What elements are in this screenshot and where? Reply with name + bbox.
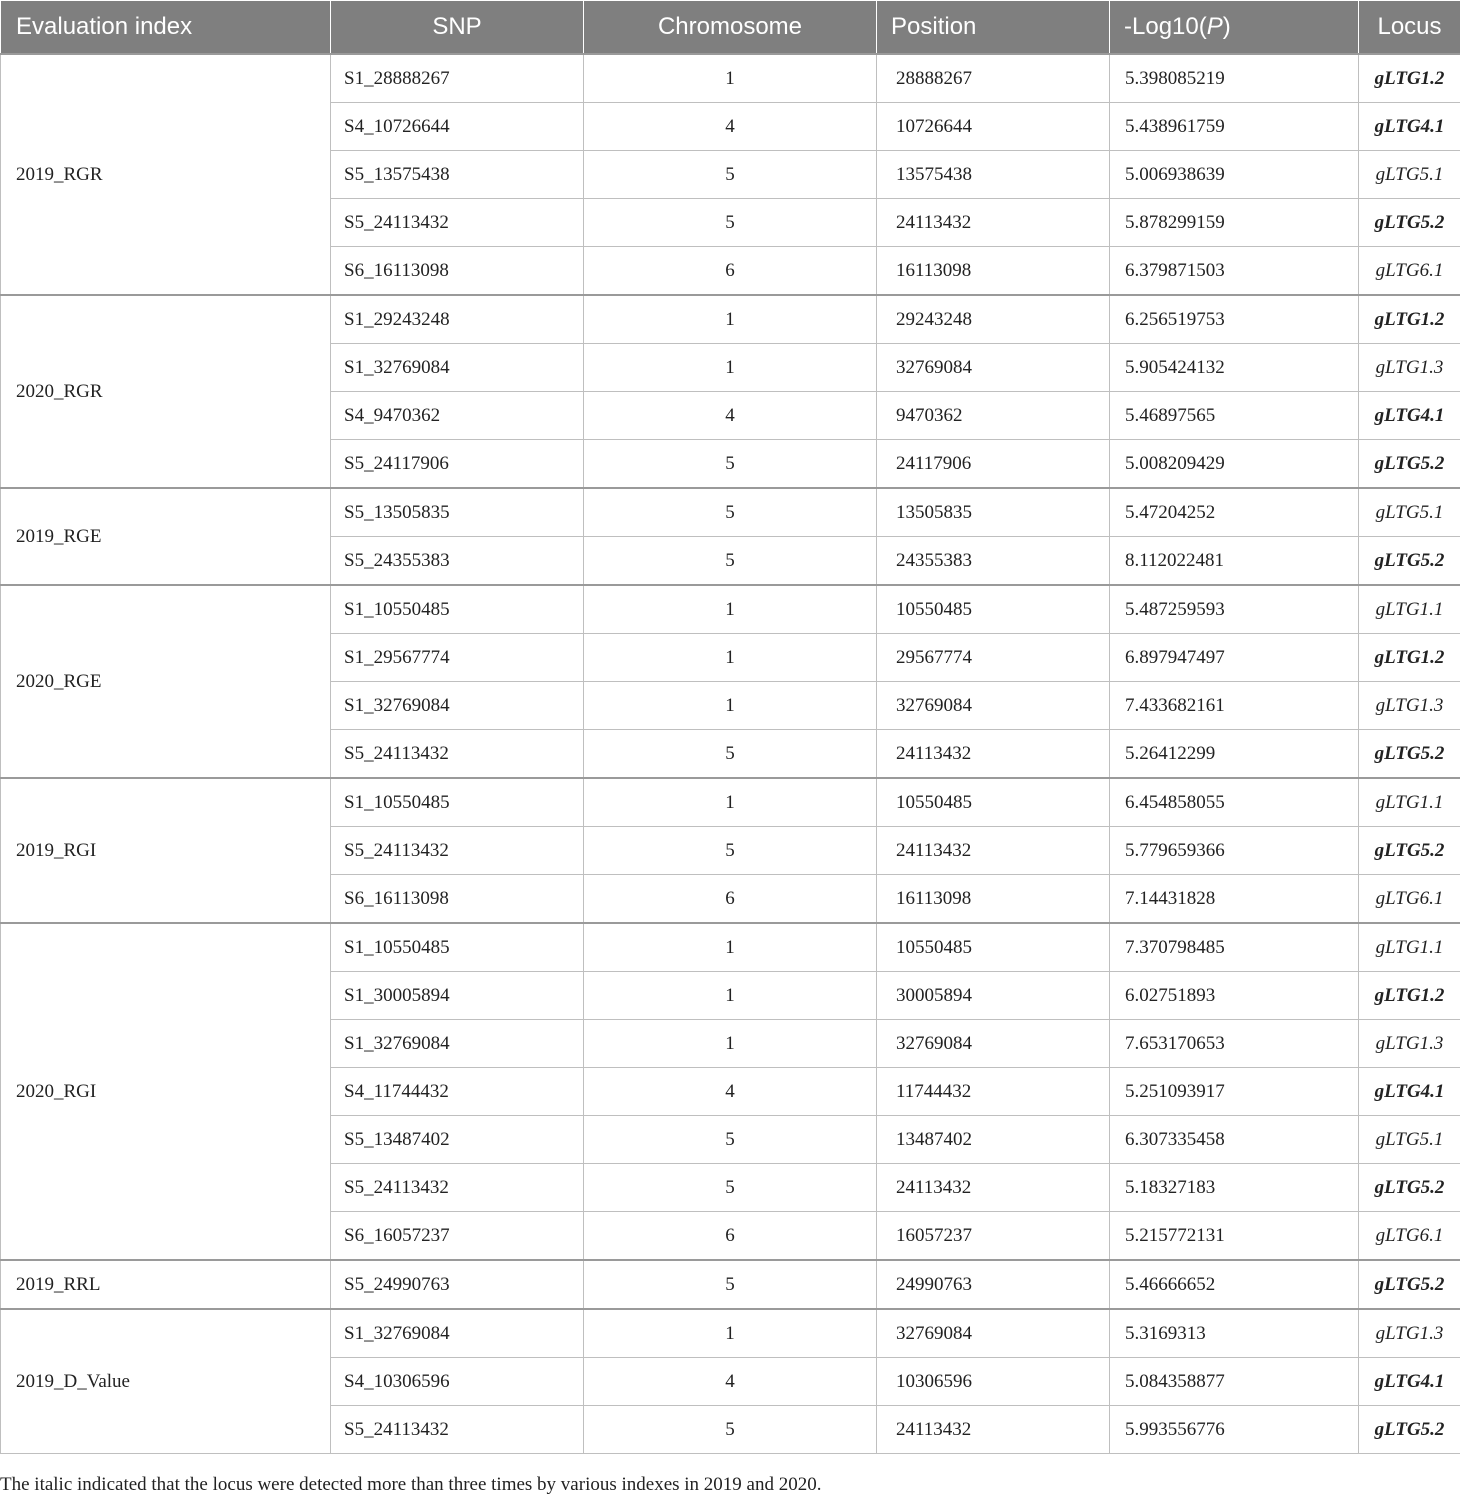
snp-cell: S6_16057237 bbox=[331, 1212, 584, 1261]
chromosome-cell: 5 bbox=[584, 537, 877, 586]
log10p-cell: 5.779659366 bbox=[1110, 827, 1359, 875]
chromosome-cell: 1 bbox=[584, 923, 877, 972]
chromosome-cell: 6 bbox=[584, 247, 877, 296]
chromosome-cell: 5 bbox=[584, 1116, 877, 1164]
snp-cell: S1_30005894 bbox=[331, 972, 584, 1020]
evaluation-index-cell: 2019_RRL bbox=[1, 1260, 331, 1309]
locus-cell: gLTG5.2 bbox=[1359, 1164, 1460, 1212]
snp-cell: S1_32769084 bbox=[331, 682, 584, 730]
chromosome-cell: 5 bbox=[584, 1406, 877, 1454]
header-log10p-prefix: -Log10( bbox=[1124, 13, 1207, 40]
table-row bbox=[1, 1260, 1460, 1309]
locus-cell: gLTG5.2 bbox=[1359, 827, 1460, 875]
position-cell: 29243248 bbox=[877, 295, 1110, 344]
log10p-cell: 5.993556776 bbox=[1110, 1406, 1359, 1454]
position-cell: 24113432 bbox=[877, 1406, 1110, 1454]
log10p-cell: 5.215772131 bbox=[1110, 1212, 1359, 1261]
locus-cell: gLTG1.2 bbox=[1359, 634, 1460, 682]
evaluation-index-cell: 2019_RGI bbox=[1, 778, 331, 923]
locus-cell: gLTG1.3 bbox=[1359, 682, 1460, 730]
table-row bbox=[1, 585, 1460, 634]
log10p-cell: 6.256519753 bbox=[1110, 295, 1359, 344]
header-snp: SNP bbox=[331, 1, 584, 55]
locus-cell: gLTG6.1 bbox=[1359, 1212, 1460, 1261]
evaluation-index-cell: 2019_D_Value bbox=[1, 1309, 331, 1454]
position-cell: 24113432 bbox=[877, 199, 1110, 247]
snp-cell: S5_24113432 bbox=[331, 199, 584, 247]
locus-cell: gLTG5.2 bbox=[1359, 537, 1460, 586]
snp-cell: S5_24355383 bbox=[331, 537, 584, 586]
log10p-cell: 5.905424132 bbox=[1110, 344, 1359, 392]
position-cell: 13575438 bbox=[877, 151, 1110, 199]
evaluation-index-cell: 2019_RGE bbox=[1, 488, 331, 585]
chromosome-cell: 4 bbox=[584, 1358, 877, 1406]
position-cell: 16113098 bbox=[877, 247, 1110, 296]
log10p-cell: 5.487259593 bbox=[1110, 585, 1359, 634]
log10p-cell: 5.46666652 bbox=[1110, 1260, 1359, 1309]
snp-cell: S5_24113432 bbox=[331, 730, 584, 779]
evaluation-index-cell: 2019_RGR bbox=[1, 54, 331, 295]
chromosome-cell: 4 bbox=[584, 103, 877, 151]
header-chromosome: Chromosome bbox=[584, 1, 877, 55]
log10p-cell: 5.46897565 bbox=[1110, 392, 1359, 440]
log10p-cell: 5.878299159 bbox=[1110, 199, 1359, 247]
locus-cell: gLTG4.1 bbox=[1359, 103, 1460, 151]
table-row bbox=[1, 488, 1460, 537]
snp-cell: S4_9470362 bbox=[331, 392, 584, 440]
locus-cell: gLTG5.2 bbox=[1359, 199, 1460, 247]
log10p-cell: 5.006938639 bbox=[1110, 151, 1359, 199]
locus-cell: gLTG5.2 bbox=[1359, 440, 1460, 489]
position-cell: 10726644 bbox=[877, 103, 1110, 151]
position-cell: 32769084 bbox=[877, 1020, 1110, 1068]
chromosome-cell: 1 bbox=[584, 634, 877, 682]
log10p-cell: 7.433682161 bbox=[1110, 682, 1359, 730]
snp-cell: S1_32769084 bbox=[331, 344, 584, 392]
snp-cell: S5_13505835 bbox=[331, 488, 584, 537]
locus-cell: gLTG1.1 bbox=[1359, 923, 1460, 972]
header-log10p-p: P bbox=[1206, 13, 1223, 40]
log10p-cell: 5.398085219 bbox=[1110, 54, 1359, 103]
snp-cell: S4_10306596 bbox=[331, 1358, 584, 1406]
chromosome-cell: 1 bbox=[584, 344, 877, 392]
locus-cell: gLTG5.2 bbox=[1359, 730, 1460, 779]
locus-cell: gLTG5.2 bbox=[1359, 1406, 1460, 1454]
chromosome-cell: 1 bbox=[584, 972, 877, 1020]
snp-cell: S1_32769084 bbox=[331, 1020, 584, 1068]
log10p-cell: 5.008209429 bbox=[1110, 440, 1359, 489]
log10p-cell: 5.251093917 bbox=[1110, 1068, 1359, 1116]
locus-cell: gLTG4.1 bbox=[1359, 392, 1460, 440]
snp-cell: S5_24117906 bbox=[331, 440, 584, 489]
chromosome-cell: 4 bbox=[584, 392, 877, 440]
position-cell: 24117906 bbox=[877, 440, 1110, 489]
chromosome-cell: 5 bbox=[584, 488, 877, 537]
position-cell: 32769084 bbox=[877, 682, 1110, 730]
snp-cell: S4_10726644 bbox=[331, 103, 584, 151]
log10p-cell: 6.02751893 bbox=[1110, 972, 1359, 1020]
locus-cell: gLTG5.1 bbox=[1359, 151, 1460, 199]
chromosome-cell: 1 bbox=[584, 295, 877, 344]
position-cell: 24113432 bbox=[877, 1164, 1110, 1212]
locus-cell: gLTG1.3 bbox=[1359, 1020, 1460, 1068]
chromosome-cell: 1 bbox=[584, 778, 877, 827]
table-body bbox=[1, 54, 1460, 1454]
evaluation-index-cell: 2020_RGI bbox=[1, 923, 331, 1260]
position-cell: 32769084 bbox=[877, 1309, 1110, 1358]
snp-cell: S5_13575438 bbox=[331, 151, 584, 199]
evaluation-index-cell: 2020_RGR bbox=[1, 295, 331, 488]
snp-cell: S4_11744432 bbox=[331, 1068, 584, 1116]
position-cell: 29567774 bbox=[877, 634, 1110, 682]
snp-cell: S1_32769084 bbox=[331, 1309, 584, 1358]
position-cell: 10550485 bbox=[877, 923, 1110, 972]
chromosome-cell: 1 bbox=[584, 585, 877, 634]
locus-cell: gLTG6.1 bbox=[1359, 875, 1460, 924]
snp-cell: S6_16113098 bbox=[331, 247, 584, 296]
log10p-cell: 7.370798485 bbox=[1110, 923, 1359, 972]
position-cell: 9470362 bbox=[877, 392, 1110, 440]
position-cell: 30005894 bbox=[877, 972, 1110, 1020]
position-cell: 24355383 bbox=[877, 537, 1110, 586]
position-cell: 28888267 bbox=[877, 54, 1110, 103]
snp-cell: S1_29567774 bbox=[331, 634, 584, 682]
table-row bbox=[1, 1309, 1460, 1358]
snp-cell: S1_10550485 bbox=[331, 585, 584, 634]
log10p-cell: 8.112022481 bbox=[1110, 537, 1359, 586]
table-header bbox=[1, 1, 1460, 55]
locus-cell: gLTG4.1 bbox=[1359, 1358, 1460, 1406]
log10p-cell: 7.653170653 bbox=[1110, 1020, 1359, 1068]
locus-cell: gLTG6.1 bbox=[1359, 247, 1460, 296]
snp-cell: S1_10550485 bbox=[331, 778, 584, 827]
position-cell: 16113098 bbox=[877, 875, 1110, 924]
table-row bbox=[1, 54, 1460, 103]
header-log10p bbox=[1110, 1, 1359, 55]
log10p-cell: 7.14431828 bbox=[1110, 875, 1359, 924]
log10p-cell: 5.3169313 bbox=[1110, 1309, 1359, 1358]
chromosome-cell: 5 bbox=[584, 1260, 877, 1309]
header-evaluation-index: Evaluation index bbox=[1, 1, 331, 55]
log10p-cell: 5.26412299 bbox=[1110, 730, 1359, 779]
locus-cell: gLTG1.3 bbox=[1359, 1309, 1460, 1358]
header-position: Position bbox=[877, 1, 1110, 55]
position-cell: 24113432 bbox=[877, 730, 1110, 779]
snp-cell: S6_16113098 bbox=[331, 875, 584, 924]
locus-cell: gLTG4.1 bbox=[1359, 1068, 1460, 1116]
table-row bbox=[1, 295, 1460, 344]
snp-cell: S1_10550485 bbox=[331, 923, 584, 972]
chromosome-cell: 5 bbox=[584, 199, 877, 247]
chromosome-cell: 5 bbox=[584, 730, 877, 779]
position-cell: 10550485 bbox=[877, 778, 1110, 827]
chromosome-cell: 5 bbox=[584, 827, 877, 875]
chromosome-cell: 6 bbox=[584, 1212, 877, 1261]
chromosome-cell: 5 bbox=[584, 440, 877, 489]
locus-cell: gLTG1.2 bbox=[1359, 54, 1460, 103]
snp-cell: S1_29243248 bbox=[331, 295, 584, 344]
snp-cell: S5_24113432 bbox=[331, 1164, 584, 1212]
position-cell: 13505835 bbox=[877, 488, 1110, 537]
position-cell: 10306596 bbox=[877, 1358, 1110, 1406]
chromosome-cell: 5 bbox=[584, 1164, 877, 1212]
log10p-cell: 5.47204252 bbox=[1110, 488, 1359, 537]
chromosome-cell: 1 bbox=[584, 1020, 877, 1068]
locus-cell: gLTG5.1 bbox=[1359, 488, 1460, 537]
locus-cell: gLTG1.3 bbox=[1359, 344, 1460, 392]
locus-cell: gLTG1.2 bbox=[1359, 295, 1460, 344]
locus-cell: gLTG1.1 bbox=[1359, 585, 1460, 634]
snp-cell: S1_28888267 bbox=[331, 54, 584, 103]
table-row bbox=[1, 778, 1460, 827]
log10p-cell: 5.084358877 bbox=[1110, 1358, 1359, 1406]
header-log10p-suffix: ) bbox=[1222, 13, 1231, 40]
chromosome-cell: 6 bbox=[584, 875, 877, 924]
chromosome-cell: 4 bbox=[584, 1068, 877, 1116]
snp-cell: S5_24113432 bbox=[331, 827, 584, 875]
locus-cell: gLTG1.2 bbox=[1359, 972, 1460, 1020]
position-cell: 13487402 bbox=[877, 1116, 1110, 1164]
locus-cell: gLTG5.1 bbox=[1359, 1116, 1460, 1164]
header-locus: Locus bbox=[1359, 1, 1460, 55]
locus-cell: gLTG5.2 bbox=[1359, 1260, 1460, 1309]
position-cell: 24990763 bbox=[877, 1260, 1110, 1309]
chromosome-cell: 5 bbox=[584, 151, 877, 199]
table-row bbox=[1, 923, 1460, 972]
log10p-cell: 5.18327183 bbox=[1110, 1164, 1359, 1212]
evaluation-index-cell: 2020_RGE bbox=[1, 585, 331, 778]
position-cell: 24113432 bbox=[877, 827, 1110, 875]
position-cell: 16057237 bbox=[877, 1212, 1110, 1261]
log10p-cell: 6.307335458 bbox=[1110, 1116, 1359, 1164]
log10p-cell: 6.454858055 bbox=[1110, 778, 1359, 827]
log10p-cell: 6.897947497 bbox=[1110, 634, 1359, 682]
position-cell: 32769084 bbox=[877, 344, 1110, 392]
position-cell: 10550485 bbox=[877, 585, 1110, 634]
chromosome-cell: 1 bbox=[584, 682, 877, 730]
position-cell: 11744432 bbox=[877, 1068, 1110, 1116]
log10p-cell: 6.379871503 bbox=[1110, 247, 1359, 296]
log10p-cell: 5.438961759 bbox=[1110, 103, 1359, 151]
snp-cell: S5_24113432 bbox=[331, 1406, 584, 1454]
table-footnote: The italic indicated that the locus were detected more than three times by various indexes in 2019 and 2020. bbox=[0, 1474, 822, 1495]
locus-cell: gLTG1.1 bbox=[1359, 778, 1460, 827]
snp-cell: S5_13487402 bbox=[331, 1116, 584, 1164]
chromosome-cell: 1 bbox=[584, 1309, 877, 1358]
snp-cell: S5_24990763 bbox=[331, 1260, 584, 1309]
chromosome-cell: 1 bbox=[584, 54, 877, 103]
